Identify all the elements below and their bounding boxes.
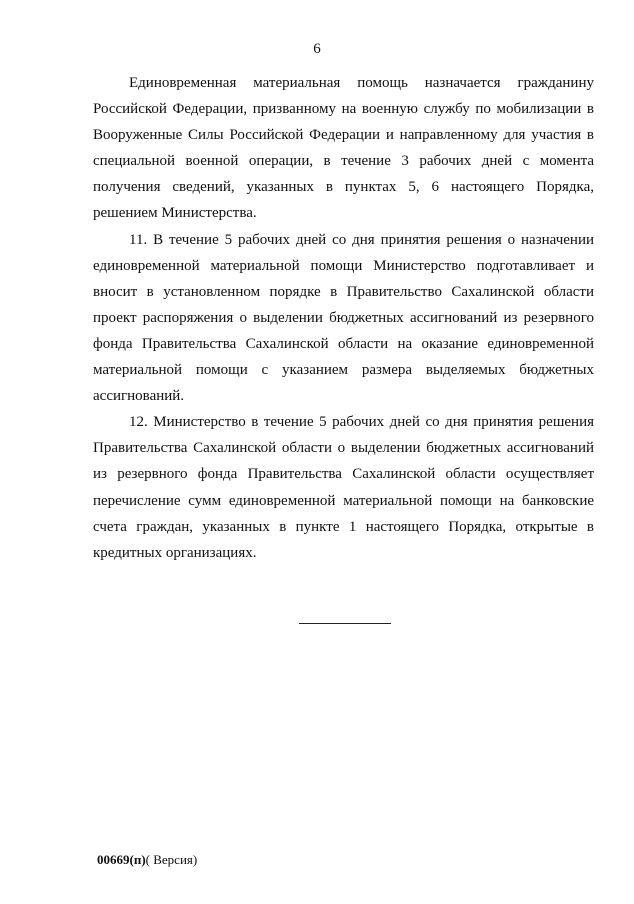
footer-version bbox=[97, 852, 197, 868]
footer-code: 00669(п) bbox=[97, 852, 146, 867]
footer-label: ( Версия) bbox=[145, 852, 198, 867]
paragraph-intro: Единовременная материальная помощь назначается гражданину Российской Федерации, призванному на военную службу по мобилизации в Вооруженные Силы Российской Федерации и направленному для участия в специальной военной операции, в течение 3 рабочих дней с момента получения сведений, указанных в пунктах 5, 6 настоящего Порядка, решением Министерства. bbox=[93, 75, 594, 222]
end-divider bbox=[299, 623, 391, 624]
paragraph-11: 11. В течение 5 рабочих дней со дня принятия решения о назначении единовременной материальной помощи Министерство подготавливает и вносит в установленном порядке в Правительство Сахалинской области проект распоряжения о выделении бюджетных ассигнований из резервного фонда Правительства Сахалинской области на оказание единовременной материальной помощи с указанием размера выделяемых бюджетных ассигнований. bbox=[93, 231, 594, 405]
paragraph-12: 12. Министерство в течение 5 рабочих дней со дня принятия решения Правительства Сахалинской области о выделении бюджетных ассигнований из резервного фонда Правительства Сахалинской области осуществляет перечисление сумм единовременной материальной помощи на банковские счета граждан, указанных в пункте 1 настоящего Порядка, открытые в кредитных организациях. bbox=[93, 414, 594, 561]
document-body bbox=[93, 70, 594, 566]
page-number: 6 bbox=[313, 41, 321, 57]
